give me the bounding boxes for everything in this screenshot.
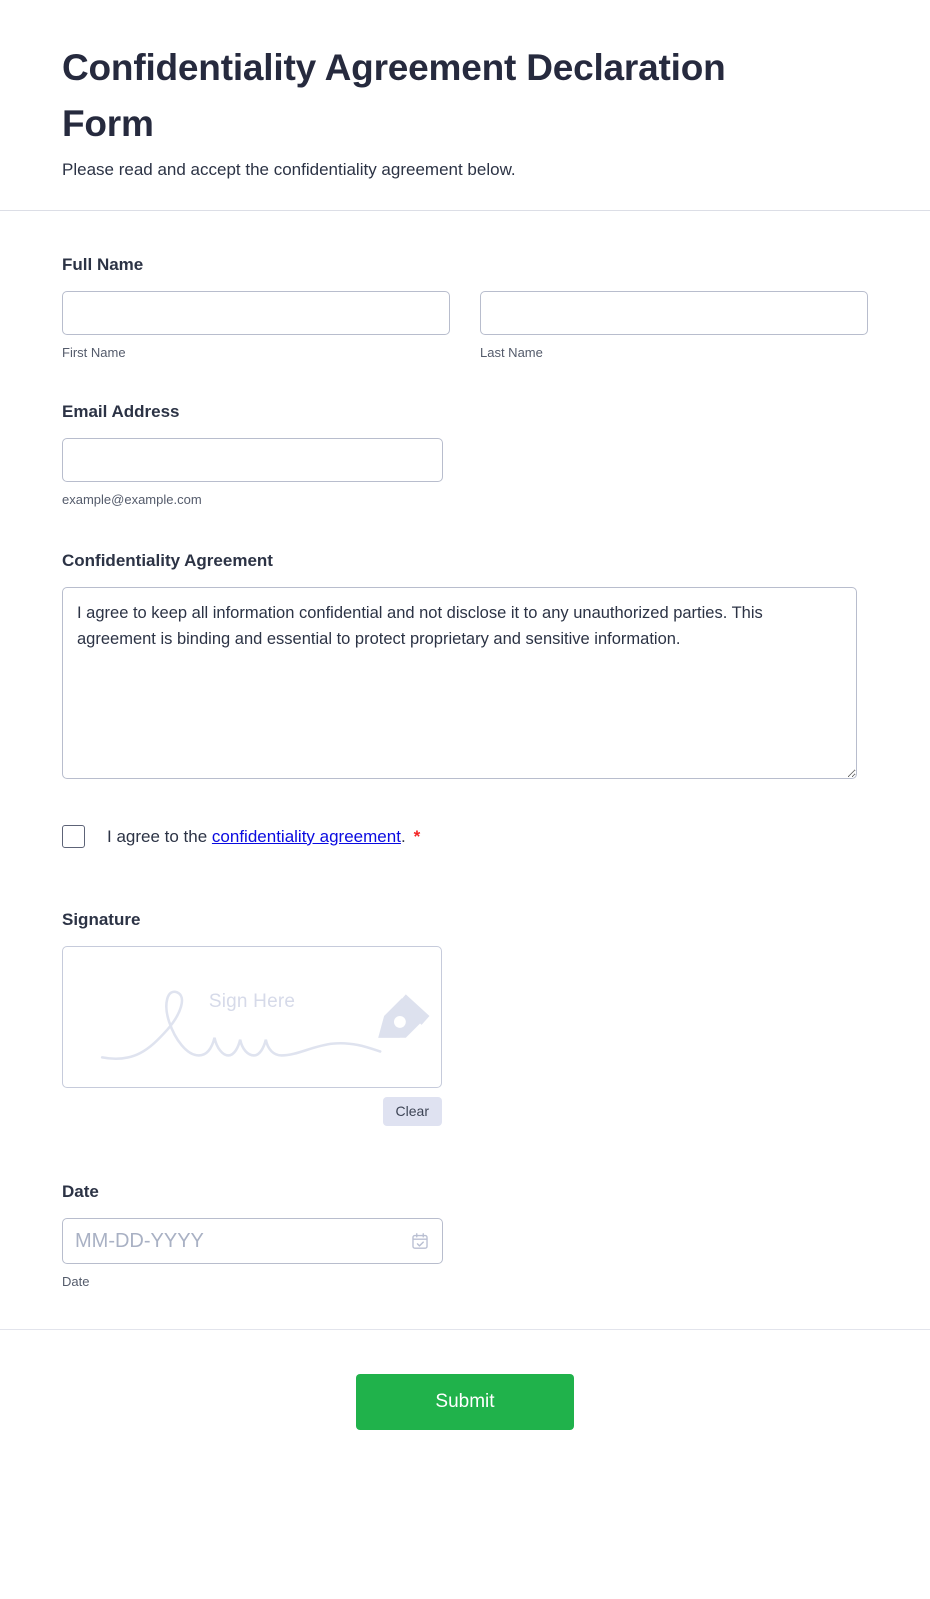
consent-text-after: . bbox=[400, 826, 406, 846]
full-name-row bbox=[62, 291, 868, 360]
email-sublabel: example@example.com bbox=[62, 492, 202, 508]
page-subtitle: Please read and accept the confidentiality agreement below. bbox=[62, 160, 516, 180]
last-name-input[interactable] bbox=[480, 291, 868, 335]
field-consent bbox=[62, 825, 868, 848]
first-name-column bbox=[62, 291, 450, 360]
signature-label: Signature bbox=[62, 910, 141, 930]
field-email bbox=[62, 402, 868, 507]
required-asterisk: * bbox=[413, 826, 421, 846]
page-title: Confidentiality Agreement Declaration Form bbox=[62, 47, 726, 145]
consent-text-before: I agree to the bbox=[107, 826, 208, 846]
date-label: Date bbox=[62, 1182, 99, 1202]
clear-signature-button[interactable]: Clear bbox=[383, 1097, 442, 1126]
date-input-wrap bbox=[62, 1218, 443, 1264]
field-date bbox=[62, 1182, 868, 1289]
last-name-sublabel: Last Name bbox=[480, 345, 543, 361]
date-input[interactable] bbox=[62, 1218, 443, 1264]
signature-clear-row bbox=[62, 1097, 442, 1126]
first-name-input[interactable] bbox=[62, 291, 450, 335]
signature-placeholder-text: Sign Here bbox=[208, 991, 296, 1013]
agreement-textarea[interactable] bbox=[62, 587, 857, 779]
form-header bbox=[0, 0, 930, 210]
form-footer bbox=[0, 1330, 930, 1476]
field-signature bbox=[62, 910, 868, 1126]
consent-label bbox=[107, 826, 420, 848]
email-input[interactable] bbox=[62, 438, 443, 482]
form-body bbox=[0, 211, 930, 1289]
last-name-column bbox=[480, 291, 868, 360]
confidentiality-agreement-link[interactable]: confidentiality agreement bbox=[211, 826, 401, 846]
submit-button[interactable]: Submit bbox=[356, 1374, 574, 1430]
field-full-name bbox=[62, 255, 868, 360]
consent-row bbox=[62, 825, 868, 848]
email-column bbox=[62, 438, 443, 507]
signature-watermark-icon bbox=[63, 947, 441, 1087]
first-name-sublabel: First Name bbox=[62, 345, 126, 361]
consent-checkbox[interactable] bbox=[62, 825, 85, 848]
signature-pad[interactable] bbox=[62, 946, 442, 1088]
email-label: Email Address bbox=[62, 402, 180, 422]
field-agreement bbox=[62, 551, 868, 779]
date-sublabel: Date bbox=[62, 1274, 90, 1290]
agreement-label: Confidentiality Agreement bbox=[62, 551, 273, 571]
full-name-label: Full Name bbox=[62, 255, 144, 275]
